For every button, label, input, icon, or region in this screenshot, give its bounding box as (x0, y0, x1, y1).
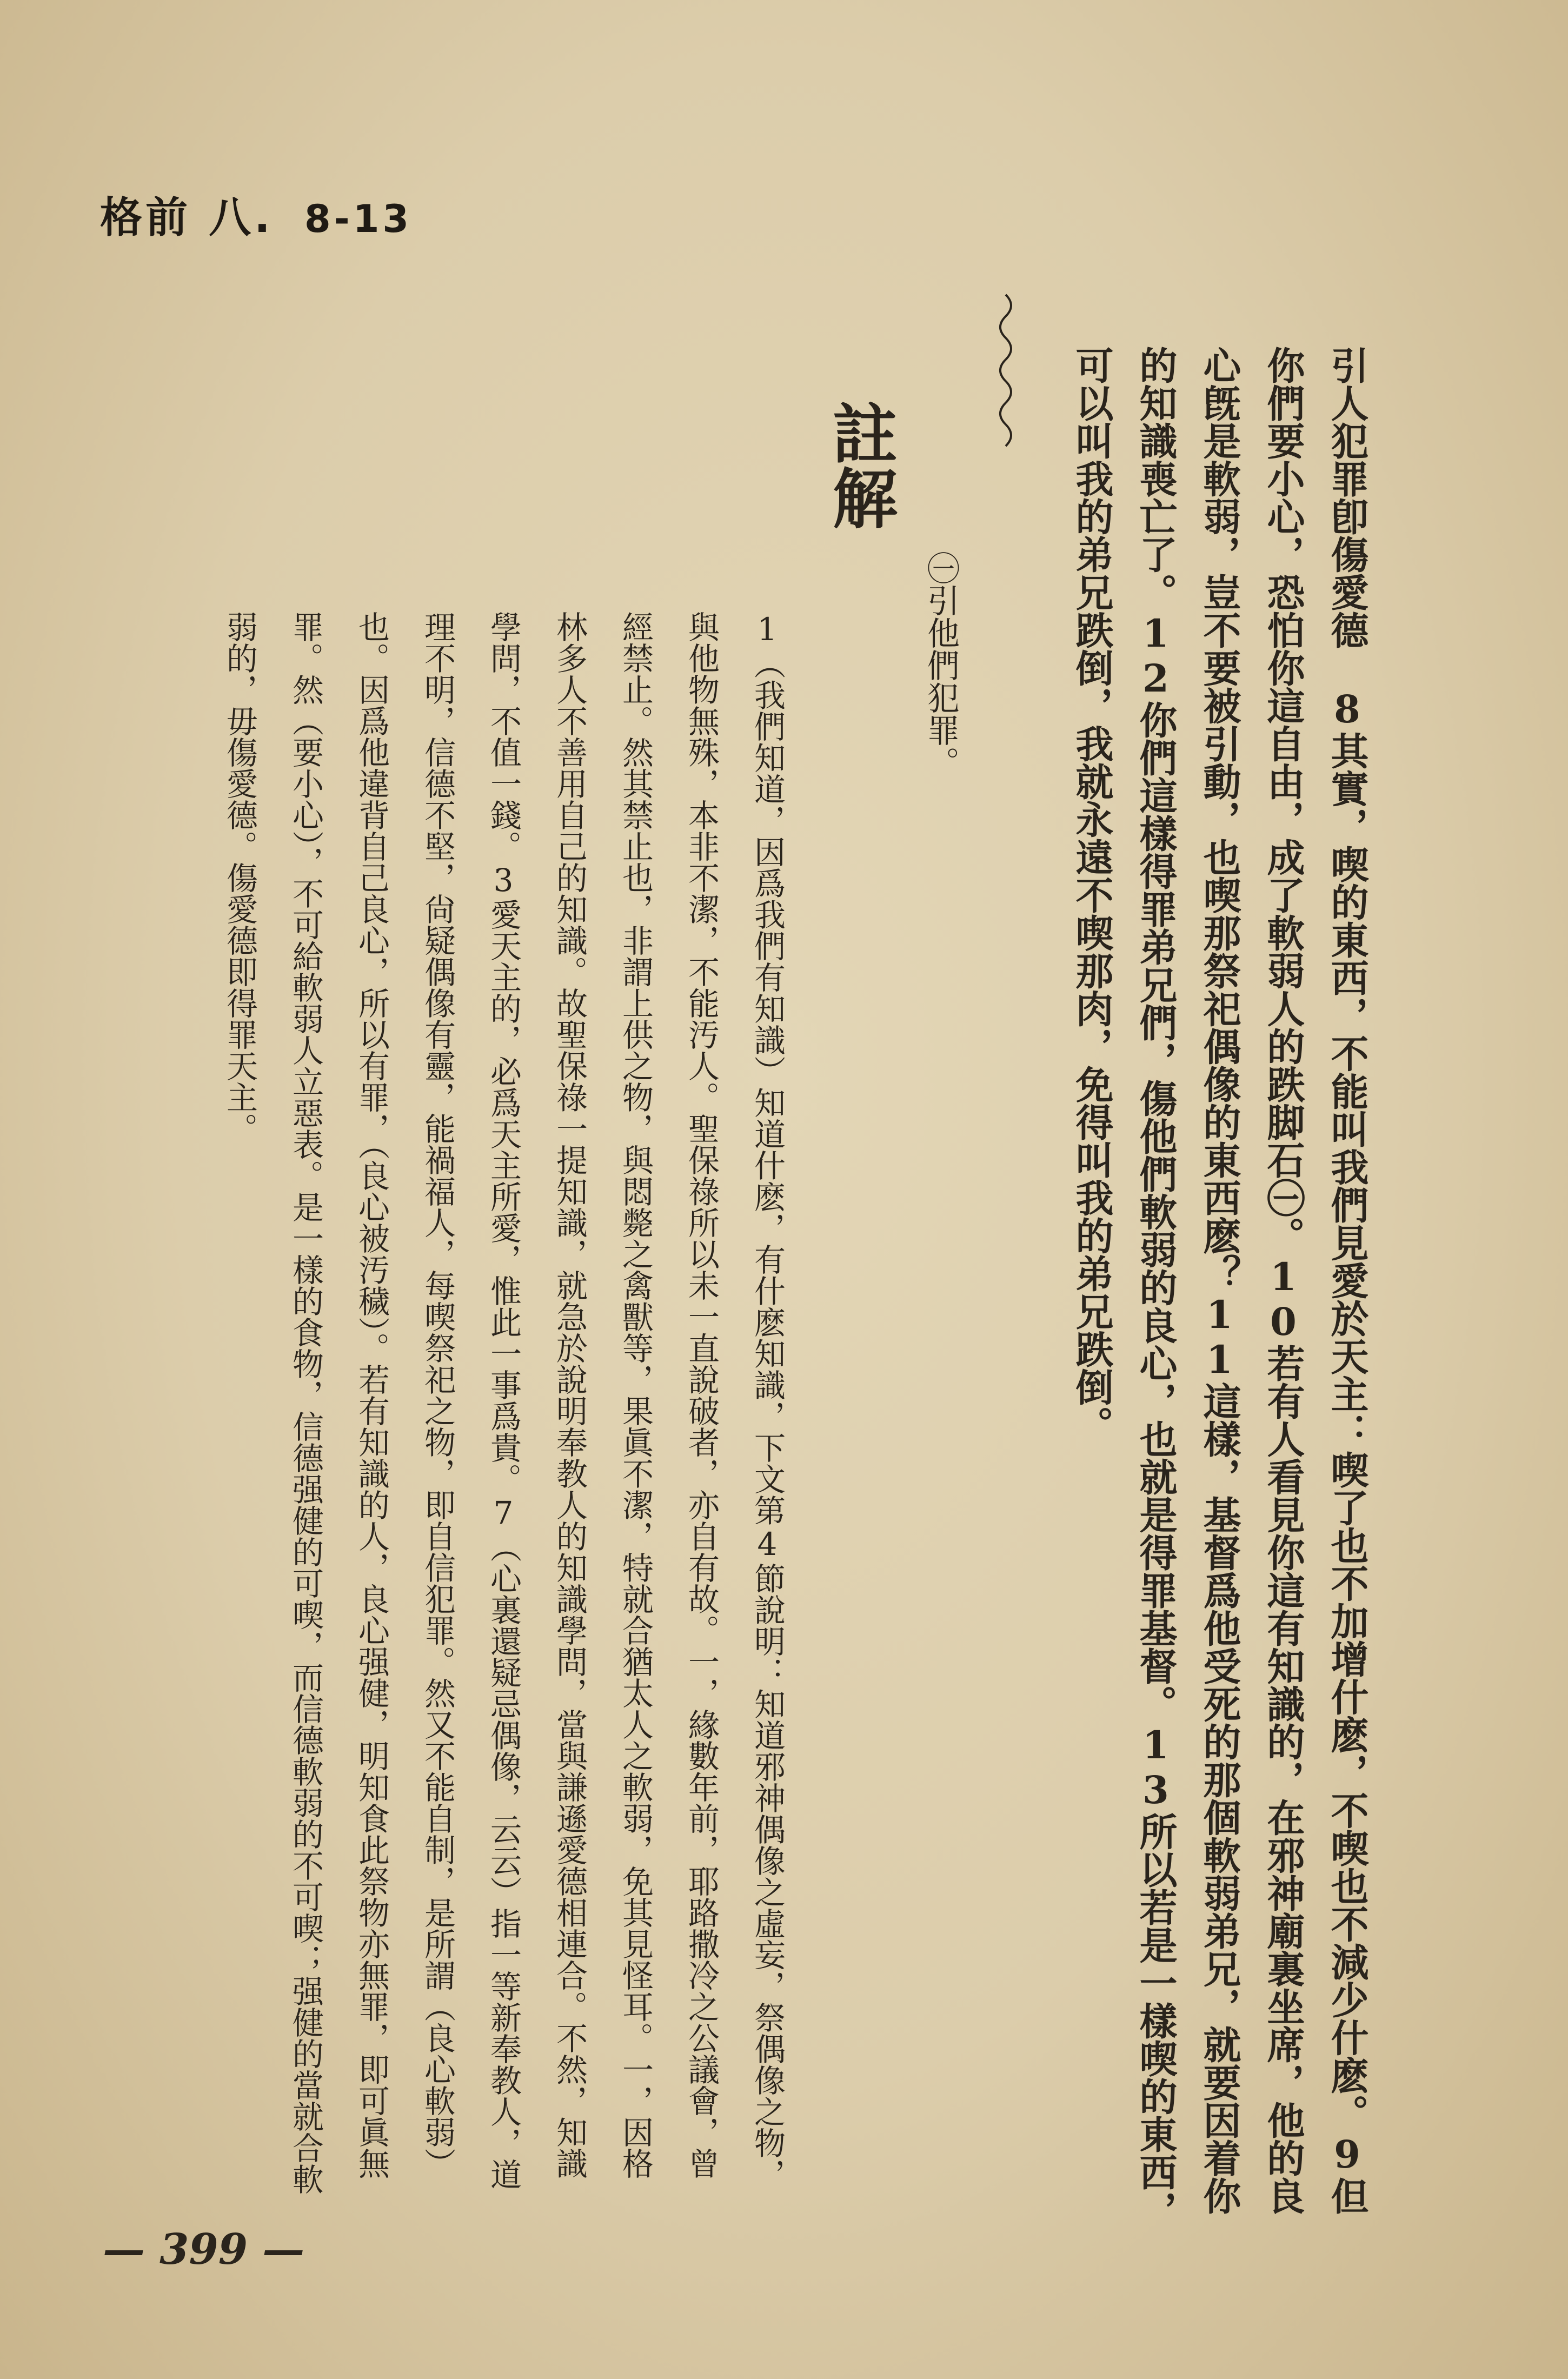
header-book: 格前 (100, 194, 191, 242)
running-header (100, 184, 412, 244)
page-number: — 399 — (103, 2225, 305, 2274)
header-chapter: 八. (209, 194, 274, 242)
footnote: ㊀引他們犯罪。 (922, 551, 960, 779)
section-divider-squiggle (989, 292, 1022, 449)
annotation-title: 註解 (822, 400, 898, 530)
scripture-verses: 引人犯罪卽傷愛德 8其實，喫的東西，不能叫我們見愛於天主：喫了也不加增什麽，不喫也不減少什麽。9但你們要小心，恐怕你這自由，成了軟弱人的跌脚石㊀。10若有人看見你這有知識的，在邪神廟裏坐席，他的良心旣是軟弱，豈不要被引動，也喫那祭祀偶像的東西麽？11這樣，基督爲他受死的那個軟弱弟兄，就要因着你的知識喪亡了。12你們這樣得罪弟兄們，傷他們軟弱的良心，也就是得罪基督。13所以若是一樣喫的東西，可以叫我的弟兄跌倒，我就永遠不喫那肉，免得叫我的弟兄跌倒。 (1069, 346, 1370, 2229)
header-verse-range: 8-13 (304, 197, 413, 241)
annotation-text: 1（我們知道，因爲我們有知識）知道什麽，有什麽知識，下文第4節說明：知道邪神偶像之虛妄，祭偶像之物，與他物無殊，本非不潔，不能汚人。聖保祿所以未一直說破者，亦自有故。一，緣數年前，耶路撒冷之公議會，曾經禁止。然其禁止也，非謂上供之物，與悶斃之禽獸等，果眞不潔，特就合猶太人之軟弱，免其見怪耳。一，因格林多人不善用自己的知識。故聖保祿一提知識，就急於說明奉教人的知識學問，當與謙遜愛德相連合。不然，知識學問，不值一錢。3愛天主的，必爲天主所愛，惟此一事爲貴。7（心裏還疑忌偶像，云云）指一等新奉教人，道理不明，信德不堅，尙疑偶像有靈，能禍福人，每喫祭祀之物，即自信犯罪。然又不能自制，是所謂（良心軟弱）也。因爲他違背自己良心，所以有罪，（良心被汚穢）。若有知識的人，良心强健，明知食此祭物亦無罪，即可眞無罪。然（要小心），不可給軟弱人立惡表。是一樣的食物，信德强健的可喫，而信德軟弱的不可喫；强健的當就合軟弱的，毋傷愛德。傷愛德即得罪天主。 (221, 611, 786, 2195)
